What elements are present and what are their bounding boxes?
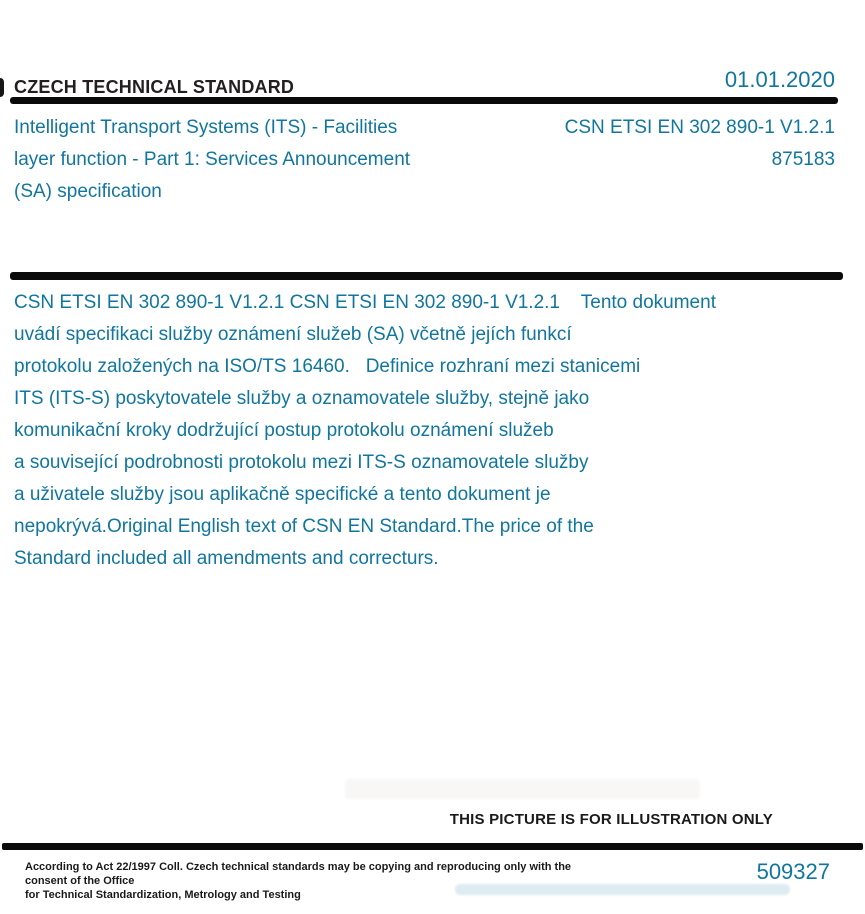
header-divider (10, 97, 838, 104)
abstract-line: CSN ETSI EN 302 890-1 V1.2.1 CSN ETSI EN 302 890-1 V1.2.1 Tento dokument (14, 292, 716, 313)
faded-watermark (345, 779, 700, 799)
abstract-line: ITS (ITS-S) poskytovatele služby a oznamovatele služby, stejně jako (14, 388, 590, 409)
copyright-notice-line: for Technical Standardization, Metrology and Testing (25, 889, 301, 901)
abstract-line: protokolu založených na ISO/TS 16460. Definice rozhraní mezi stanicemi (14, 356, 641, 377)
copyright-notice (25, 860, 595, 902)
abstract-text (14, 287, 844, 575)
abstract-line: a související podrobnosti protokolu mezi ITS-S oznamovatele služby (14, 452, 589, 473)
catalog-number: 875183 (771, 149, 835, 170)
faded-footer-text (455, 884, 790, 895)
abstract-line: nepokrývá.Original English text of CSN EN Standard.The price of the (14, 516, 594, 537)
illustration-disclaimer: THIS PICTURE IS FOR ILLUSTRATION ONLY (449, 811, 773, 828)
standard-title-line: layer function - Part 1: Services Announcement (14, 149, 411, 170)
standard-identifiers (565, 112, 835, 176)
footer-divider (2, 843, 863, 850)
standard-title (14, 112, 494, 208)
scan-edge-artifact (0, 78, 4, 97)
standard-title-line: (SA) specification (14, 181, 162, 202)
standard-designation: CSN ETSI EN 302 890-1 V1.2.1 (564, 117, 835, 138)
standard-title-line: Intelligent Transport Systems (ITS) - Facilities (14, 117, 398, 138)
abstract-line: uvádí specifikaci služby oznámení služeb (SA) včetně jejích funkcí (14, 324, 572, 345)
title-divider (10, 272, 843, 280)
order-number: 509327 (756, 859, 830, 884)
abstract-line: a uživatele služby jsou aplikačně specifické a tento dokument je (14, 484, 551, 505)
abstract-line: komunikační kroky dodržující postup protokolu oznámení služeb (14, 420, 554, 441)
effective-date: 01.01.2020 (724, 67, 835, 92)
abstract-line: Standard included all amendments and correcturs. (14, 548, 439, 569)
copyright-notice-line: According to Act 22/1997 Coll. Czech technical standards may be copying and reproducing only with the consent of the Office (25, 861, 572, 887)
page-title: CZECH TECHNICAL STANDARD (14, 77, 295, 97)
